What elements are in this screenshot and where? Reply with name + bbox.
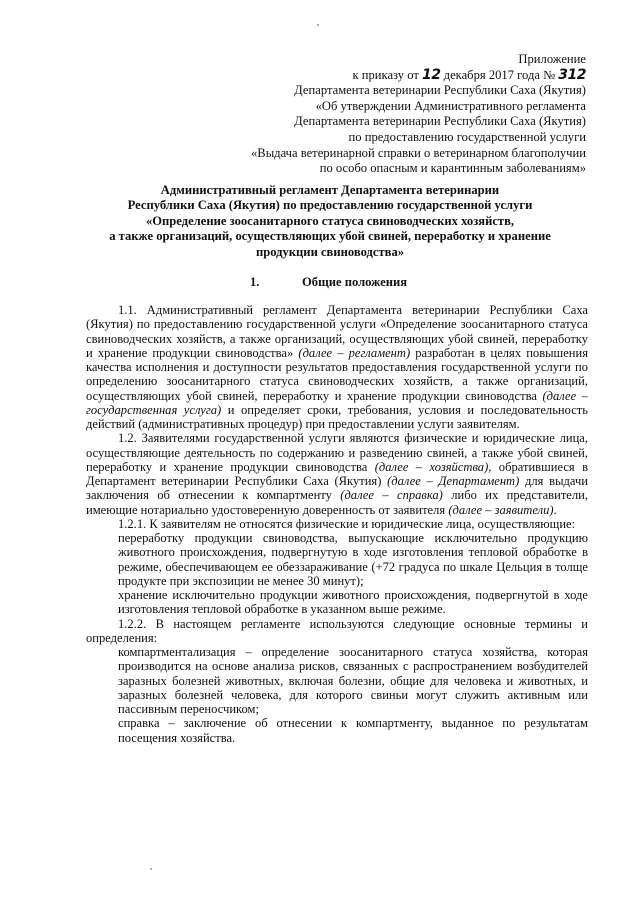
header-line-certificate: «Выдача ветеринарной справки о ветеринарном благополучии	[251, 145, 586, 160]
title-line: Республики Саха (Якутия) по предоставлению государственной услуги	[127, 198, 533, 213]
paragraph-p6	[86, 617, 588, 646]
paragraph-text: 1.2.2. В настоящем регламенте используются следующие основные термины и определения:	[86, 616, 588, 645]
header-line-department-2: Департамента ветеринарии Республики Саха (Якутия)	[294, 114, 586, 129]
header-order-prefix: к приказу от	[352, 67, 419, 82]
header-line-approval: «Об утверждении Административного регламента	[315, 98, 586, 113]
italic-term: (далее – заявители)	[448, 502, 554, 517]
header-line-order-date	[186, 68, 586, 84]
paragraph-p4	[118, 531, 588, 588]
handwritten-day: 12	[422, 66, 441, 83]
paragraph-p7	[118, 645, 588, 716]
paragraph-text: 1.2.1. К заявителям не относятся физические и юридические лица, осуществляющие:	[118, 516, 576, 531]
paragraph-p8	[118, 716, 588, 745]
italic-term: (далее – Департамент)	[387, 474, 520, 488]
scan-speck	[150, 868, 152, 870]
paragraph-text: и определяет сроки, требования, условия и последовательность действий (административных процедур) при предоставлении услуги заявителям.	[86, 402, 588, 431]
title-line: Административный регламент Департамента ветеринарии	[160, 183, 500, 197]
handwritten-number: 312	[558, 66, 586, 83]
title-line: «Определение зоосанитарного статуса свиноводческих хозяйств,	[145, 213, 515, 228]
appendix-header	[186, 52, 586, 177]
paragraph-text: 1.1. Административный регламент Департамента ветеринарии Республики Саха (Якутия) по предоставлению государственной услуги «Определение зоосанитарного статуса свиноводческих хозяйств, а также организаций, осуществляющих убой свиней, переработку и хранение продукции свиноводства»	[86, 303, 588, 360]
header-line-diseases: по особо опасным и карантинным заболеваниям»	[319, 161, 586, 176]
title-line: продукции свиноводства»	[255, 244, 405, 259]
title-line: а также организаций, осуществляющих убой свиней, переработку и хранение	[109, 229, 551, 244]
paragraph-text: , обратившиеся в Департамент ветеринарии Республики Саха (Якутия)	[86, 459, 588, 488]
paragraph-p1	[86, 303, 588, 431]
document-title	[70, 183, 590, 260]
paragraph-text: для выдачи заключения об отнесении к компартменту	[86, 474, 588, 503]
paragraph-p3	[86, 517, 588, 531]
scan-speck	[317, 24, 319, 26]
header-line-service: по предоставлению государственной услуги	[348, 129, 586, 144]
header-line-department: Департамента ветеринарии Республики Саха (Якутия)	[294, 83, 586, 98]
italic-term: (далее – регламент)	[298, 345, 411, 360]
paragraph-text: либо их представители, имеющие нотариально удостоверенную доверенность от заявителя	[86, 488, 588, 517]
paragraph-text: .	[553, 502, 557, 517]
paragraph-text: справка – заключение об отнесении к компартменту, выданное по результатам посещения хозяйства.	[118, 716, 588, 745]
section-title: Общие положения	[302, 275, 408, 289]
paragraph-text: хранение исключительно продукции животного происхождения, подвергнутой в ходе изготовления тепловой обработке в указанном выше режиме.	[118, 588, 588, 617]
document-body	[86, 303, 588, 745]
italic-term: (далее – государственная услуга)	[86, 388, 588, 417]
header-line-appendix: Приложение	[518, 52, 586, 66]
italic-term: (далее – хозяйства)	[374, 459, 489, 474]
paragraph-text: разработан в целях повышения качества исполнения и доступности результатов предоставления государственной услуги по определению зоосанитарного статуса свиноводческих хозяйств, а также организаций, осуществляющих убой свиней, переработку и хранение продукции свиноводства	[86, 345, 588, 403]
paragraph-p2	[86, 431, 588, 517]
paragraph-text: компартментализация – определение зоосанитарного статуса хозяйства, которая производится на основе анализа рисков, связанных с распространением возбудителей заразных болезней животных, включая болезни, общие для человека и животных, и заразных болезней человека, для которого свиньи могут служить активным или пассивным переносчиком;	[118, 645, 588, 716]
italic-term: (далее – справка)	[340, 488, 443, 503]
paragraph-text: переработку продукции свиноводства, выпускающие исключительно продукцию животного происхождения, подвергнутую в ходе изготовления тепловой обработке в режиме, обеспечивающем ее обеззараживание (+72 градуса по шкале Цельция в толще продукте при экспозиции не менее 30 минут);	[118, 531, 588, 588]
header-order-middle: декабря 2017 года №	[443, 67, 556, 82]
paragraph-text: 1.2. Заявителями государственной услуги являются физические и юридические лица, осуществляющие деятельность по содержанию и разведению свиней, а также убой свиней, переработку и хранение продукции свиноводства	[86, 431, 588, 474]
paragraph-p5	[118, 588, 588, 617]
section-number: 1.	[250, 275, 260, 289]
section-heading	[250, 275, 407, 290]
